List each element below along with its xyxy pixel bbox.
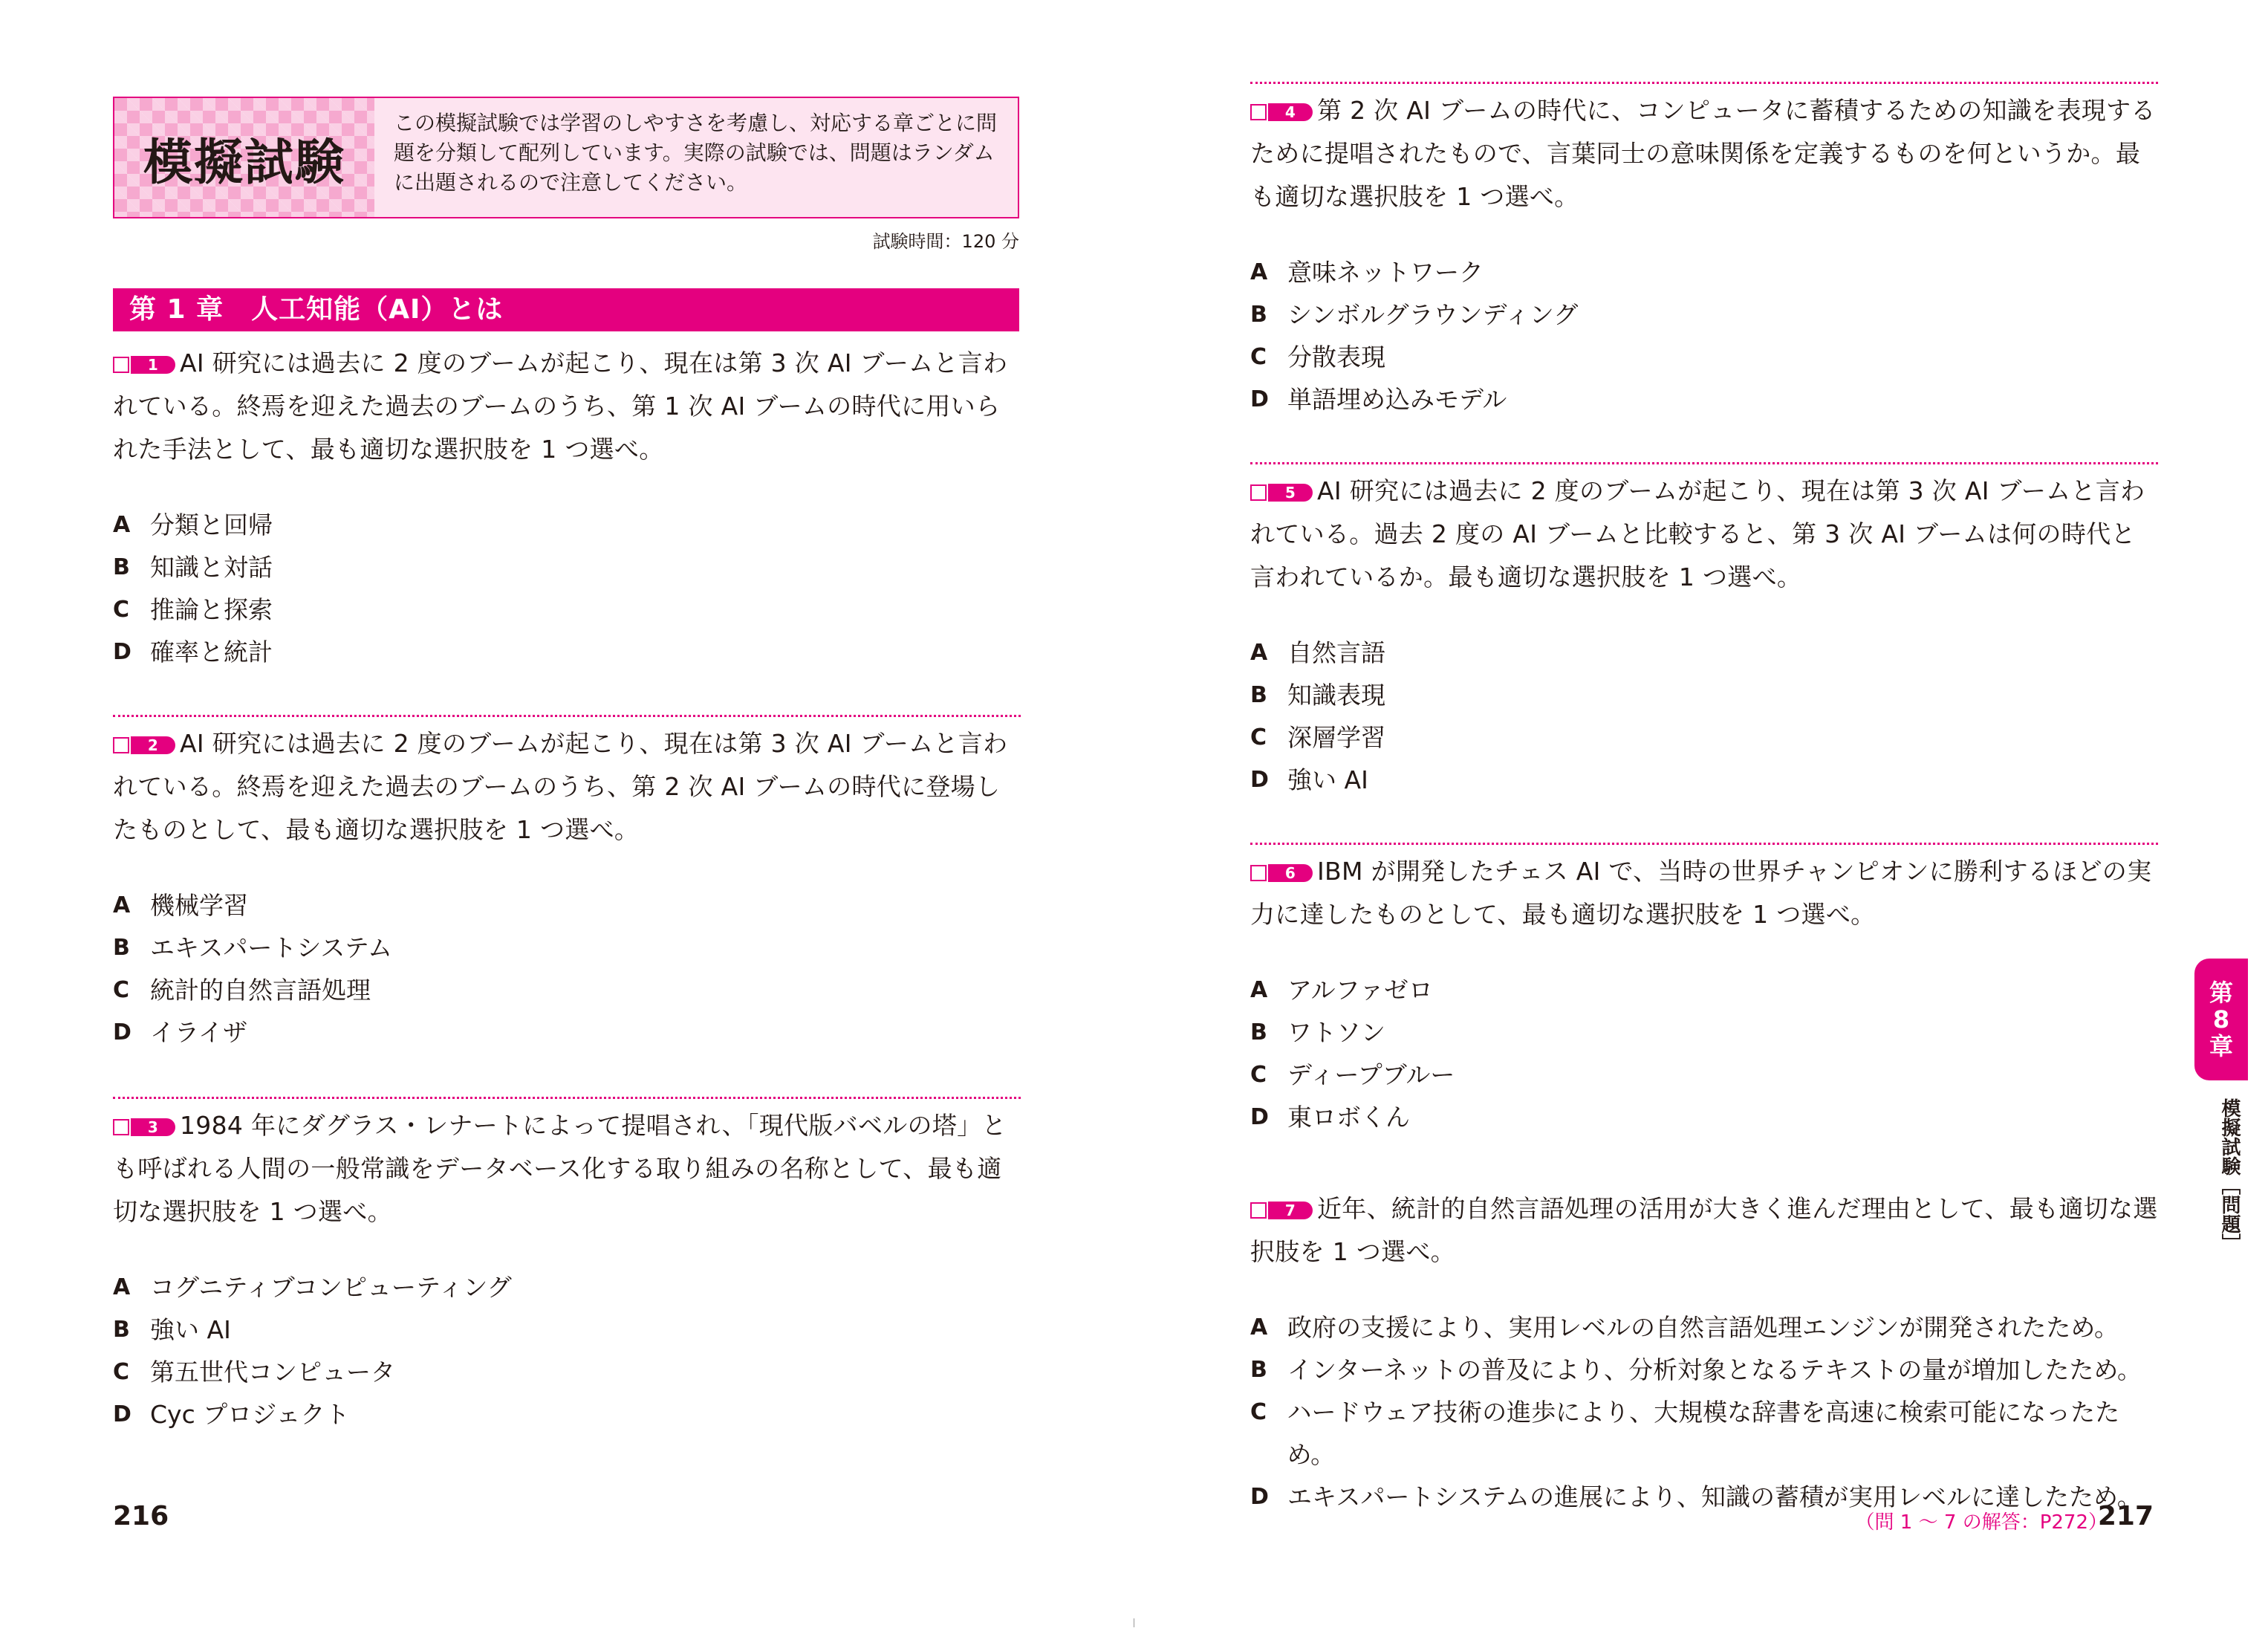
option-letter: C — [1250, 1399, 1267, 1425]
option — [1250, 1306, 2158, 1349]
option-list — [113, 884, 1021, 1054]
option-text: 強い AI — [150, 1315, 231, 1344]
option — [1250, 1391, 2158, 1476]
option — [1250, 759, 2158, 801]
question-number: 2 — [131, 736, 175, 754]
option-letter: A — [1250, 640, 1268, 666]
option-list — [1250, 969, 2158, 1138]
question-number: 4 — [1268, 103, 1313, 121]
option-letter: B — [1250, 682, 1267, 708]
option-text: 知識と対話 — [150, 553, 273, 582]
exam-title: 模擬試験 — [114, 98, 374, 217]
chapter-heading: 第 1 章 人工知能（AI）とは — [113, 288, 1019, 331]
page-number-left: 216 — [113, 1501, 169, 1531]
option-text: 分散表現 — [1287, 343, 1385, 372]
question-checkbox[interactable] — [1250, 1202, 1267, 1219]
option — [113, 1011, 1021, 1054]
option-letter: A — [113, 892, 131, 918]
option-letter: A — [1250, 259, 1268, 285]
option — [1250, 336, 2158, 378]
option-letter: B — [113, 1317, 130, 1343]
question-6 — [1250, 850, 2158, 1138]
exam-time-limit: 試験時間：120 分 — [872, 231, 1019, 252]
option-list — [1250, 1306, 2158, 1518]
option-list — [1250, 632, 2158, 801]
option-letter: B — [1250, 302, 1267, 328]
option-letter: D — [1250, 1484, 1269, 1510]
option — [1250, 674, 2158, 716]
option-letter: D — [1250, 767, 1269, 793]
option — [113, 1351, 1021, 1393]
option — [1250, 716, 2158, 759]
option-text: 東ロボくん — [1287, 1103, 1410, 1132]
option-text: コグニティブコンピューティング — [150, 1273, 512, 1302]
option-list — [1250, 251, 2158, 421]
question-text: AI 研究には過去に 2 度のブームが起こり、現在は第 3 次 AI ブームと言われている。終焉を迎えた過去のブームのうち、第 2 次 AI ブームの時代に登場したものとして、最も適切な選択肢を 1 つ選べ。 — [113, 729, 1008, 844]
question-number: 3 — [131, 1118, 175, 1136]
option — [113, 546, 1021, 588]
side-section-label: 模擬試験［問題］ — [2218, 1098, 2241, 1253]
option-text: アルファゼロ — [1287, 976, 1434, 1005]
option-text: 分類と回帰 — [150, 510, 273, 539]
option-letter: C — [1250, 1062, 1267, 1088]
divider — [113, 715, 1021, 717]
divider — [1250, 462, 2158, 464]
option-text: 確率と統計 — [150, 638, 273, 667]
option-text: Cyc プロジェクト — [150, 1400, 350, 1429]
option-letter: B — [113, 935, 130, 961]
option-text: 深層学習 — [1287, 723, 1385, 752]
page-number-right: 217 — [2097, 1501, 2154, 1531]
option — [1250, 1349, 2158, 1391]
option — [1250, 251, 2158, 294]
question-number: 1 — [131, 356, 175, 374]
divider — [1250, 843, 2158, 845]
question-checkbox[interactable] — [1250, 104, 1267, 120]
side-tab-prefix: 第 — [2209, 979, 2233, 1007]
divider — [1250, 82, 2158, 84]
question-text: AI 研究には過去に 2 度のブームが起こり、現在は第 3 次 AI ブームと言われている。終焉を迎えた過去のブームのうち、第 1 次 AI ブームの時代に用いられた手法として、最も適切な選択肢を 1 つ選べ。 — [113, 348, 1008, 464]
option — [1250, 378, 2158, 421]
option — [113, 969, 1021, 1011]
option-letter: A — [1250, 1314, 1268, 1340]
right-page — [1134, 0, 2268, 1631]
option-text: 政府の支援により、実用レベルの自然言語処理エンジンが開発されたため。 — [1287, 1313, 2119, 1342]
option-letter: A — [113, 1274, 131, 1300]
option — [1250, 632, 2158, 674]
option-text: エキスパートシステム — [150, 933, 393, 962]
option-letter: A — [113, 512, 131, 538]
question-number: 6 — [1268, 864, 1313, 882]
option — [113, 927, 1021, 969]
question-checkbox[interactable] — [1250, 865, 1267, 881]
option-text: 強い AI — [1287, 765, 1368, 794]
option-text: イライザ — [150, 1018, 248, 1047]
option-text: 意味ネットワーク — [1287, 258, 1484, 287]
question-checkbox[interactable] — [1250, 484, 1267, 501]
option-text: エキスパートシステムの進展により、知識の蓄積が実用レベルに達したため。 — [1287, 1482, 2142, 1511]
exam-header-box — [113, 97, 1019, 218]
option-text: ハードウェア技術の進歩により、大規模な辞書を高速に検索可能になったため。 — [1287, 1398, 2120, 1469]
option — [113, 1266, 1021, 1309]
option-letter: D — [113, 1019, 131, 1045]
option — [1250, 1054, 2158, 1096]
option-text: シンボルグラウンディング — [1287, 300, 1579, 329]
option-text: 統計的自然言語処理 — [150, 976, 371, 1005]
option-letter: C — [113, 597, 130, 623]
question-checkbox[interactable] — [113, 1119, 129, 1135]
question-7 — [1250, 1187, 2158, 1518]
question-text: IBM が開発したチェス AI で、当時の世界チャンピオンに勝利するほどの実力に達したものとして、最も適切な選択肢を 1 つ選べ。 — [1250, 857, 2152, 929]
option-list — [113, 1266, 1021, 1436]
question-text: AI 研究には過去に 2 度のブームが起こり、現在は第 3 次 AI ブームと言われている。過去 2 度の AI ブームと比較すると、第 3 次 AI ブームは何の時代と言われているか。最も適切な選択肢を 1 つ選べ。 — [1250, 476, 2145, 591]
option-letter: D — [113, 1401, 131, 1427]
option-letter: A — [1250, 977, 1268, 1003]
option — [113, 504, 1021, 546]
option — [1250, 969, 2158, 1011]
option-text: 第五世代コンピュータ — [150, 1358, 395, 1387]
question-1 — [113, 342, 1021, 673]
option-letter: C — [1250, 724, 1267, 750]
option-list — [113, 504, 1021, 673]
exam-description: この模擬試験では学習のしやすさを考慮し、対応する章ごとに問題を分類して配列しています。実際の試験では、問題はランダムに出題されるので注意してください。 — [374, 98, 1018, 217]
option — [113, 1309, 1021, 1351]
option-letter: C — [113, 977, 130, 1003]
option-text: 単語埋め込みモデル — [1287, 385, 1507, 414]
question-number: 7 — [1268, 1202, 1313, 1219]
option — [113, 1393, 1021, 1436]
side-tab-suffix: 章 — [2209, 1032, 2233, 1060]
answer-reference: （問 1 ～ 7 の解答：P272） — [1855, 1511, 2108, 1534]
question-number: 5 — [1268, 484, 1313, 502]
question-3 — [113, 1104, 1021, 1436]
option — [113, 631, 1021, 673]
option-text: 自然言語 — [1287, 638, 1385, 667]
option-letter: B — [1250, 1357, 1267, 1383]
option-letter: B — [113, 554, 130, 580]
option-letter: D — [1250, 1104, 1269, 1130]
option — [1250, 1096, 2158, 1138]
option — [1250, 1011, 2158, 1054]
option-text: 機械学習 — [150, 891, 248, 920]
question-2 — [113, 722, 1021, 1054]
option-text: 推論と探索 — [150, 595, 273, 624]
option-letter: D — [1250, 386, 1269, 412]
option-text: インターネットの普及により、分析対象となるテキストの量が増加したため。 — [1287, 1355, 2142, 1384]
option-letter: C — [1250, 344, 1267, 370]
option — [113, 884, 1021, 927]
question-text: 近年、統計的自然言語処理の活用が大きく進んだ理由として、最も適切な選択肢を 1 つ選べ。 — [1250, 1194, 2158, 1266]
option-letter: C — [113, 1359, 130, 1385]
option-letter: B — [1250, 1019, 1267, 1045]
question-checkbox[interactable] — [113, 737, 129, 753]
option — [113, 588, 1021, 631]
option-text: ディープブルー — [1287, 1060, 1455, 1089]
question-4 — [1250, 89, 2158, 421]
question-text: 1984 年にダグラス・レナートによって提唱され、「現代版バベルの塔」とも呼ばれる人間の一般常識をデータベース化する取り組みの名称として、最も適切な選択肢を 1 つ選べ。 — [113, 1111, 1007, 1226]
chapter-side-tab[interactable] — [2194, 959, 2248, 1080]
option-letter: D — [113, 639, 131, 665]
question-text: 第 2 次 AI ブームの時代に、コンピュータに蓄積するための知識を表現するために提唱されたもので、言葉同士の意味関係を定義するものを何というか。最も適切な選択肢を 1 つ選べ。 — [1250, 96, 2156, 211]
question-checkbox[interactable] — [113, 357, 129, 373]
option-text: ワトソン — [1287, 1018, 1385, 1047]
option-text: 知識表現 — [1287, 681, 1385, 710]
question-5 — [1250, 470, 2158, 801]
divider — [113, 1097, 1021, 1099]
side-tab-number: 8 — [2212, 1005, 2230, 1034]
option — [1250, 294, 2158, 336]
